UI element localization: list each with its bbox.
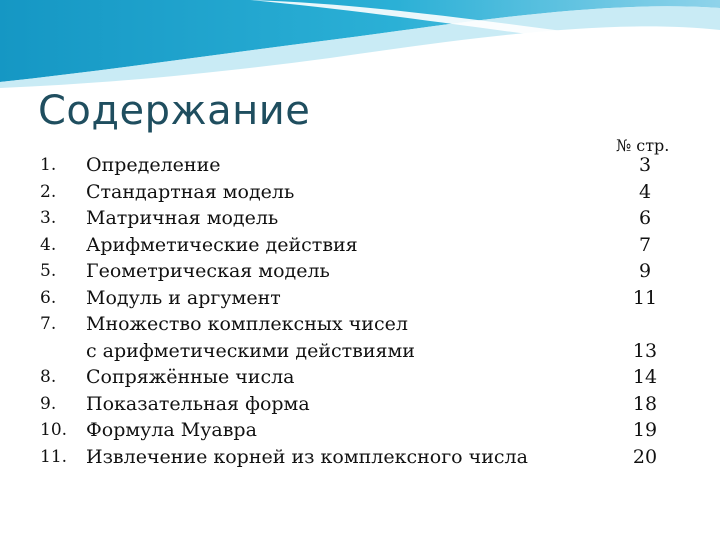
- toc-item-page: 6: [638, 207, 652, 229]
- toc-item-title: Показательная форма: [86, 392, 310, 415]
- toc-item-page: 14: [632, 366, 658, 388]
- toc-item-page: 18: [632, 392, 658, 415]
- toc-item-title: Множество комплексных чисел: [86, 313, 408, 335]
- toc-item-page: 20: [632, 445, 658, 468]
- toc-item-number: 9.: [40, 393, 57, 414]
- toc-item-title: Матричная модель: [86, 207, 279, 229]
- toc-item-title: Сопряжённые числа: [86, 366, 295, 388]
- toc-item-title: Извлечение корней из комплексного числа: [86, 445, 528, 468]
- toc-item-page: 19: [632, 419, 658, 441]
- toc-item-page: 7: [638, 233, 652, 256]
- toc-item-number: 3.: [40, 208, 57, 228]
- toc-item-number: 10.: [40, 420, 68, 440]
- toc-item-page: 11: [632, 286, 658, 309]
- toc-item-title: Модуль и аргумент: [86, 286, 281, 309]
- toc-item-number: 2.: [40, 181, 57, 202]
- toc-item-number: 1.: [40, 155, 57, 175]
- toc-item-number: 5.: [40, 261, 57, 281]
- toc-item-title: Геометрическая модель: [86, 260, 330, 282]
- toc-item-title: Арифметические действия: [86, 233, 358, 256]
- toc-item-page: 3: [638, 154, 652, 176]
- page-number-header: № стр.: [616, 136, 670, 155]
- toc-item-number: 7.: [40, 314, 57, 334]
- slide-title: Содержание: [38, 88, 311, 134]
- toc-item-title: Стандартная модель: [86, 180, 295, 203]
- toc-item-number: 8.: [40, 367, 57, 387]
- toc-item-number: 11.: [40, 446, 68, 467]
- toc-item-page: 9: [638, 260, 652, 282]
- toc-item-page: 4: [638, 180, 652, 203]
- toc-item-title: с арифметическими действиями: [86, 339, 415, 362]
- toc-item-number: 4.: [40, 234, 57, 255]
- toc-item-number: 6.: [40, 287, 57, 308]
- toc-item-page: 13: [632, 339, 658, 362]
- toc-item-title: Определение: [86, 154, 221, 176]
- toc-item-title: Формула Муавра: [86, 419, 257, 441]
